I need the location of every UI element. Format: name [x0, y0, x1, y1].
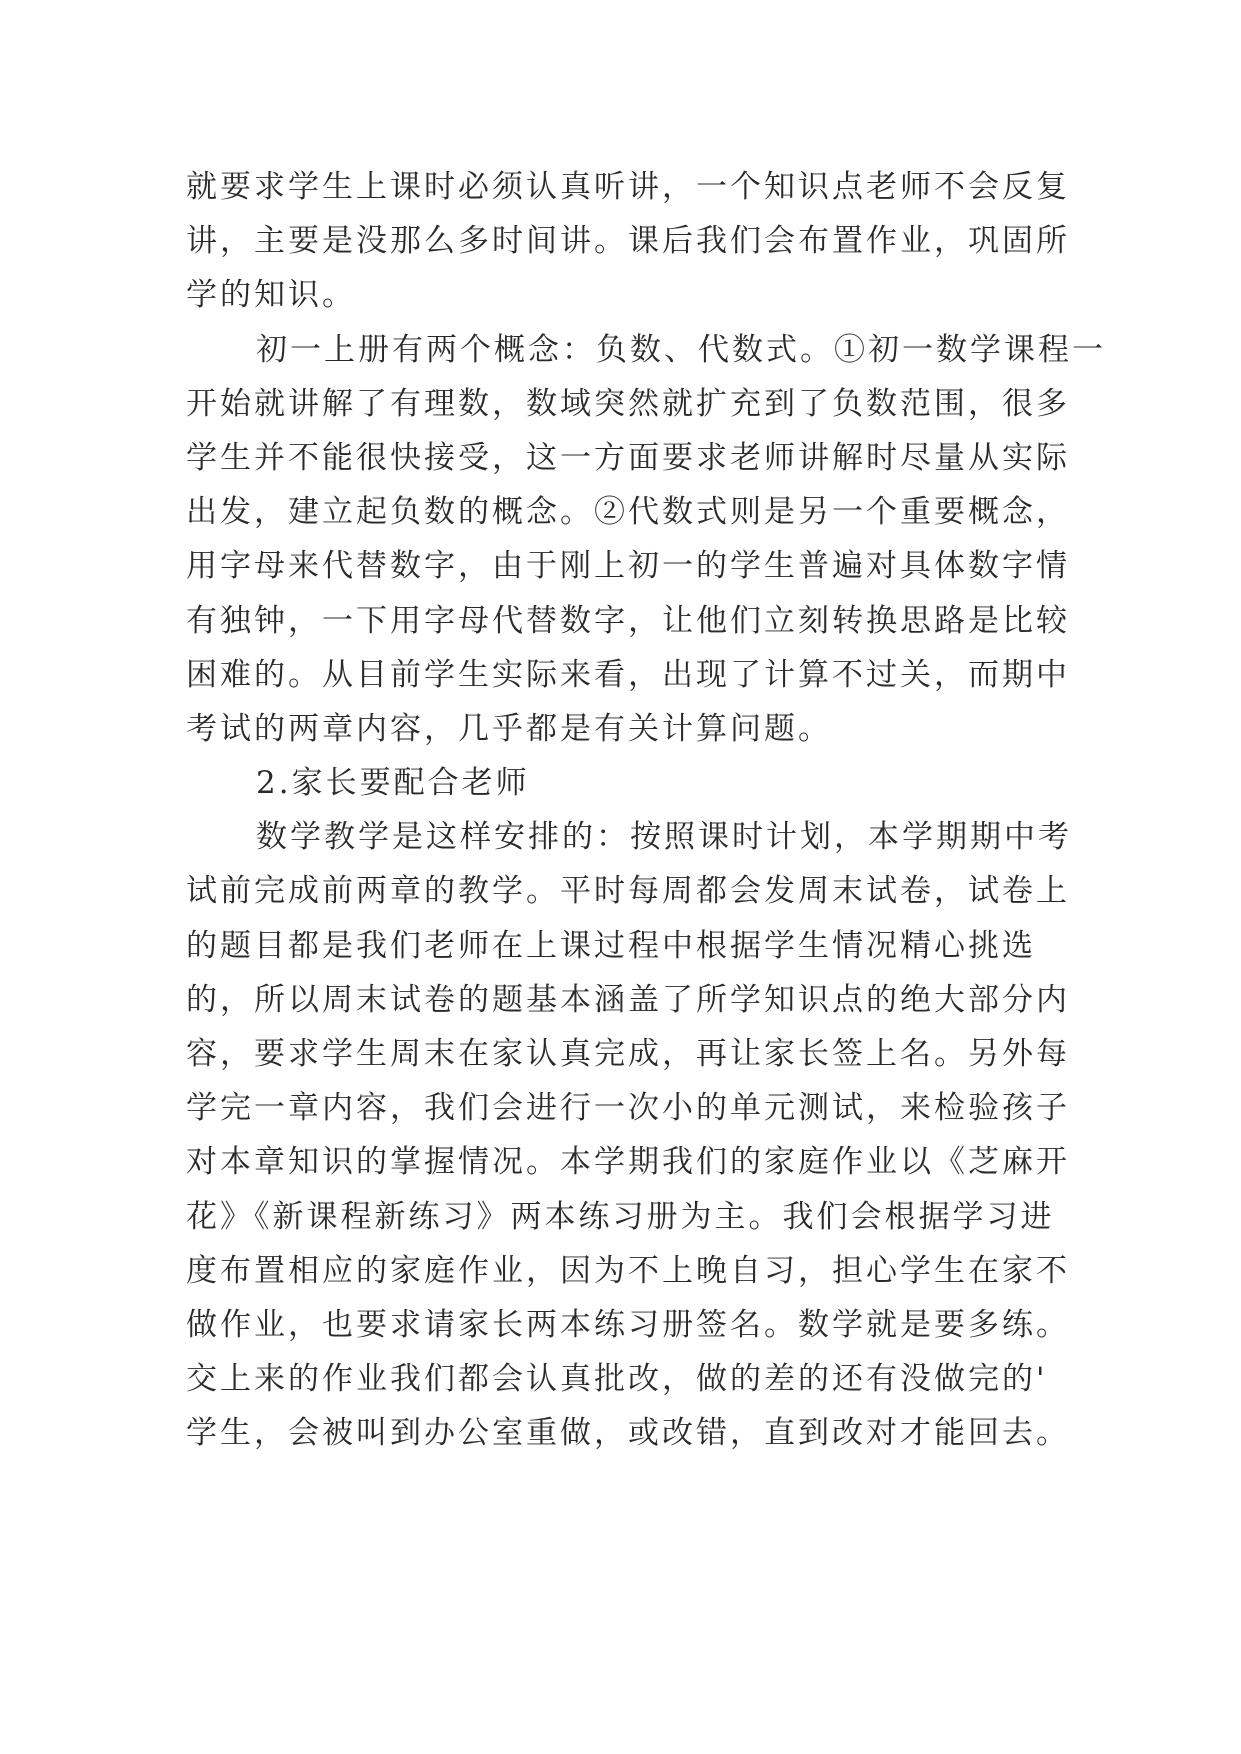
text-line-7: 出发，建立起负数的概念。②代数式则是另一个重要概念，	[186, 494, 1070, 531]
text-line-5: 开始就讲解了有理数，数域突然就扩充到了负数范围，很多	[186, 385, 1070, 422]
section-heading: 2.家长要配合老师	[256, 765, 530, 802]
text-line-23: 交上来的作业我们都会认真批改，做的差的还有没做完的'	[186, 1361, 1048, 1398]
text-line-15: 的题目都是我们老师在上课过程中根据学生情况精心挑选	[186, 927, 1036, 964]
text-line-6: 学生并不能很快接受，这一方面要求老师讲解时尽量从实际	[186, 439, 1070, 476]
text-line-2: 讲，主要是没那么多时间讲。课后我们会布置作业，巩固所	[186, 223, 1070, 260]
text-line-21: 度布置相应的家庭作业，因为不上晚自习，担心学生在家不	[186, 1252, 1070, 1289]
text-line-20: 花》《新课程新练习》两本练习册为主。我们会根据学习进	[186, 1198, 1055, 1235]
document-body	[186, 160, 1106, 1461]
text-line-22: 做作业，也要求请家长两本练习册签名。数学就是要多练。	[186, 1306, 1070, 1343]
text-line-16: 的，所以周末试卷的题基本涵盖了所学知识点的绝大部分内	[186, 981, 1070, 1018]
text-line-11: 考试的两章内容，几乎都是有关计算问题。	[186, 710, 832, 747]
text-line-3: 学的知识。	[186, 277, 356, 314]
text-line-13: 数学教学是这样安排的：按照课时计划，本学期期中考	[256, 819, 1072, 856]
text-line-1: 就要求学生上课时必须认真听讲，一个知识点老师不会反复	[186, 169, 1070, 205]
text-line-19: 对本章知识的掌握情况。本学期我们的家庭作业以《芝麻开	[186, 1144, 1070, 1181]
text-line-24: 学生，会被叫到办公室重做，或改错，直到改对才能回去。	[186, 1415, 1070, 1452]
text-line-8: 用字母来代替数字，由于刚上初一的学生普遍对具体数字情	[186, 548, 1070, 585]
text-line-18: 学完一章内容，我们会进行一次小的单元测试，来检验孩子	[186, 1090, 1070, 1127]
text-line-14: 试前完成前两章的教学。平时每周都会发周末试卷，试卷上	[186, 873, 1070, 910]
text-line-4: 初一上册有两个概念：负数、代数式。①初一数学课程一	[256, 331, 1106, 368]
text-line-9: 有独钟，一下用字母代替数字，让他们立刻转换思路是比较	[186, 602, 1070, 639]
text-line-10: 困难的。从目前学生实际来看，出现了计算不过关，而期中	[186, 656, 1070, 693]
text-line-17: 容，要求学生周末在家认真完成，再让家长签上名。另外每	[186, 1036, 1070, 1072]
